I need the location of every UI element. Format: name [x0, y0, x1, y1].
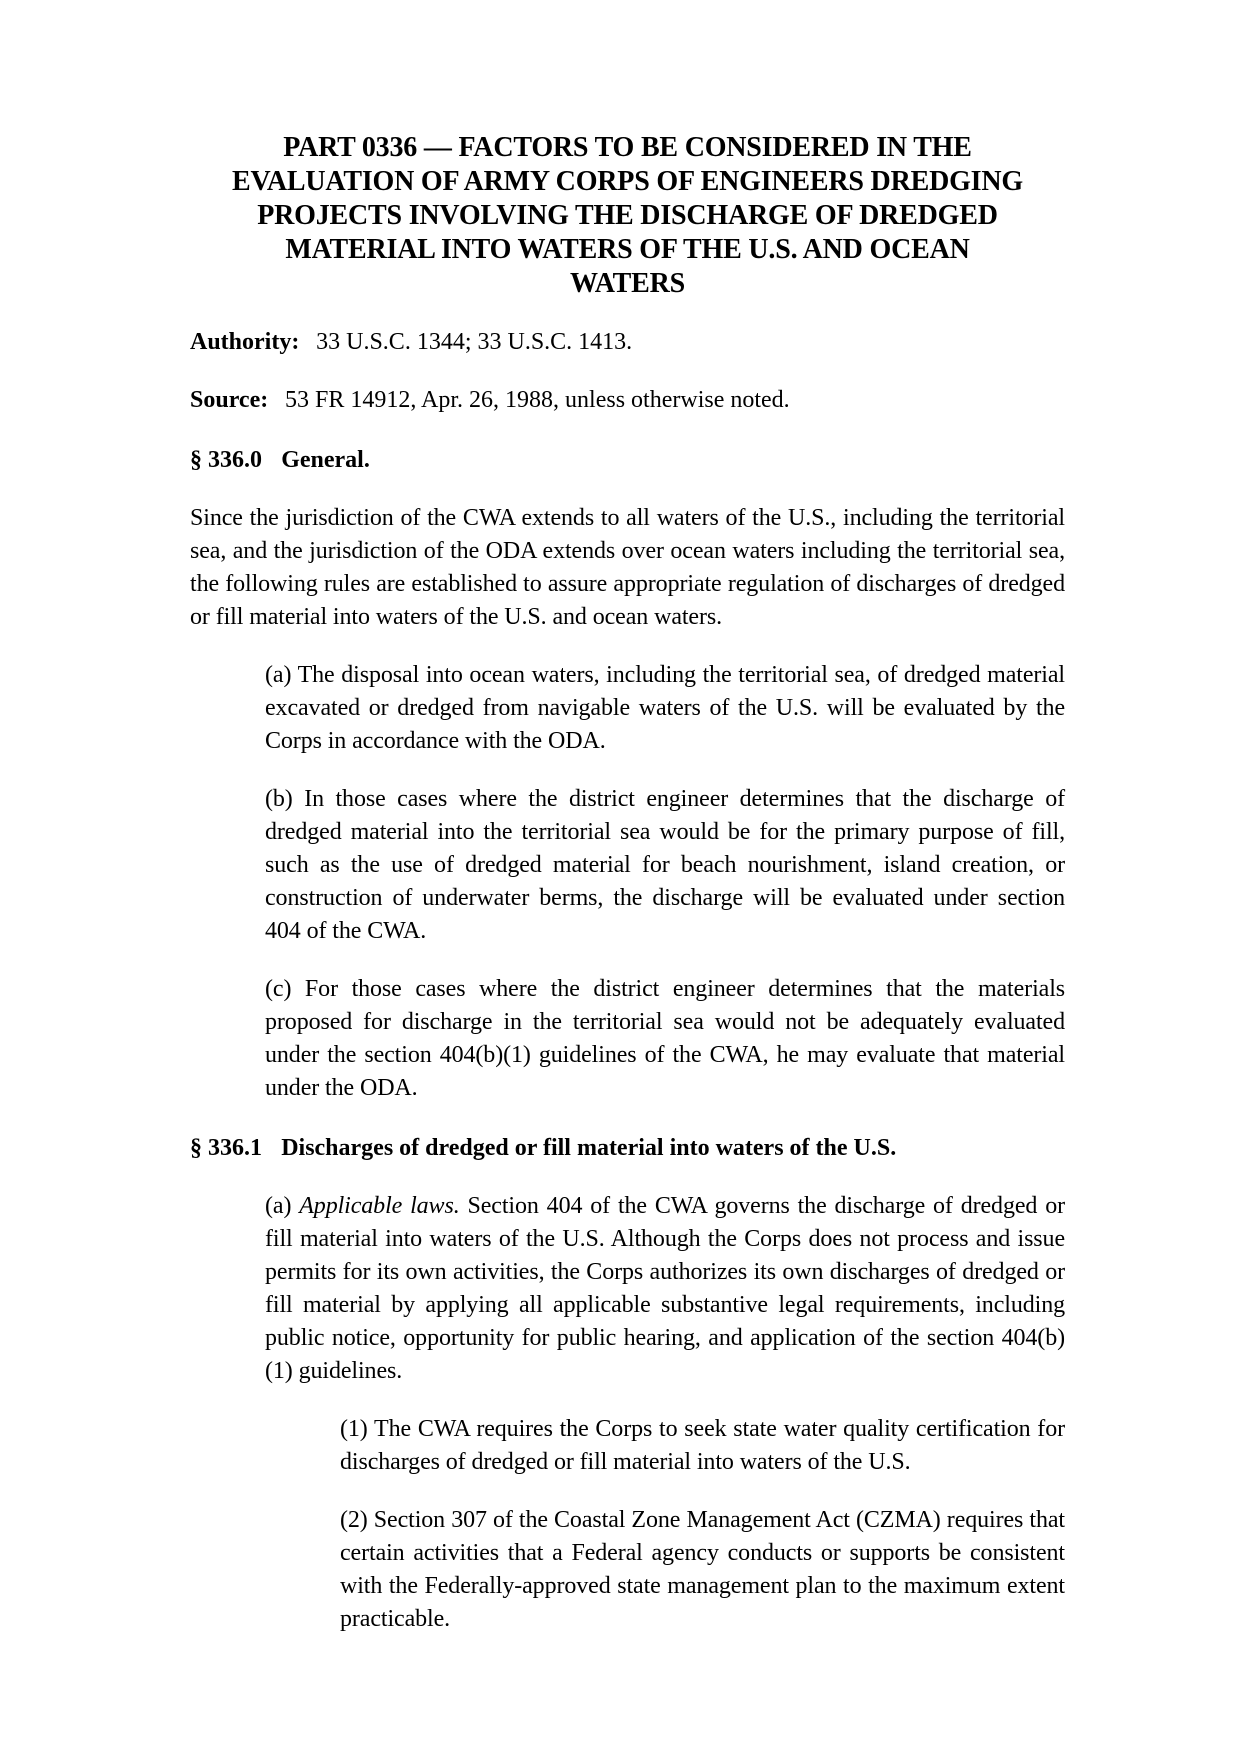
part-title-line-3: PROJECTS INVOLVING THE DISCHARGE OF DREDGED: [257, 200, 998, 231]
section-336-1-paragraph-a: [265, 1190, 1065, 1388]
paragraph-a-prefix: (a): [265, 1193, 292, 1219]
paragraph-a-text: Section 404 of the CWA governs the discharge of dredged or fill material into waters of the U.S. Although the Corps does not process and issue permits for its own activities, the Corps authorizes its own discharges of dredged or fill material by applying all applicable substantive legal requirements, including public notice, opportunity for public hearing, and application of the section 404(b)(1) guidelines.: [265, 1193, 1065, 1384]
part-title: [190, 131, 1065, 301]
applicable-laws-lead-in: Applicable laws.: [299, 1193, 460, 1219]
part-title-line-2: EVALUATION OF ARMY CORPS OF ENGINEERS DREDGING: [232, 166, 1023, 197]
part-title-line-1: PART 0336 — FACTORS TO BE CONSIDERED IN THE: [283, 132, 972, 163]
source-label: Source:: [190, 387, 269, 413]
source-text: 53 FR 14912, Apr. 26, 1988, unless otherwise noted.: [285, 387, 790, 413]
section-336-0-paragraph-c: (c) For those cases where the district engineer determines that the materials proposed for discharge in the territorial sea would not be adequately evaluated under the section 404(b)(1) guidelines of the CWA, he may evaluate that material under the ODA.: [265, 976, 1065, 1101]
authority-label: Authority:: [190, 329, 300, 355]
section-336-1-heading: [190, 1132, 1065, 1165]
section-336-0-number: § 336.0: [190, 447, 262, 473]
section-336-0-paragraph-a: (a) The disposal into ocean waters, including the territorial sea, of dredged material excavated or dredged from navigable waters of the U.S. will be evaluated by the Corps in accordance with the ODA.: [265, 662, 1065, 754]
section-336-0-title: General.: [281, 447, 370, 473]
authority-text: 33 U.S.C. 1344; 33 U.S.C. 1413.: [316, 329, 633, 355]
authority-line: [190, 326, 1065, 359]
section-336-1-number: § 336.1: [190, 1135, 262, 1161]
section-336-1-title: Discharges of dredged or fill material into waters of the U.S.: [281, 1135, 897, 1161]
section-336-1-subparagraph-1: (1) The CWA requires the Corps to seek state water quality certification for discharges of dredged or fill material into waters of the U.S.: [340, 1416, 1065, 1475]
part-title-line-5: WATERS: [570, 268, 685, 299]
section-336-0-paragraph-b: (b) In those cases where the district engineer determines that the discharge of dredged material into the territorial sea would be for the primary purpose of fill, such as the use of dredged material for beach nourishment, island creation, or construction of underwater berms, the discharge will be evaluated under section 404 of the CWA.: [265, 786, 1065, 944]
section-336-1-subparagraph-2: (2) Section 307 of the Coastal Zone Management Act (CZMA) requires that certain activities that a Federal agency conducts or supports be consistent with the Federally-approved state management plan to the maximum extent practicable.: [340, 1507, 1065, 1632]
section-336-0-intro: Since the jurisdiction of the CWA extends to all waters of the U.S., including the territorial sea, and the jurisdiction of the ODA extends over ocean waters including the territorial sea, the following rules are established to assure appropriate regulation of discharges of dredged or fill material into waters of the U.S. and ocean waters.: [190, 505, 1065, 630]
source-line: [190, 384, 1065, 417]
part-title-line-4: MATERIAL INTO WATERS OF THE U.S. AND OCEAN: [285, 234, 970, 265]
section-336-0-heading: [190, 444, 1065, 477]
